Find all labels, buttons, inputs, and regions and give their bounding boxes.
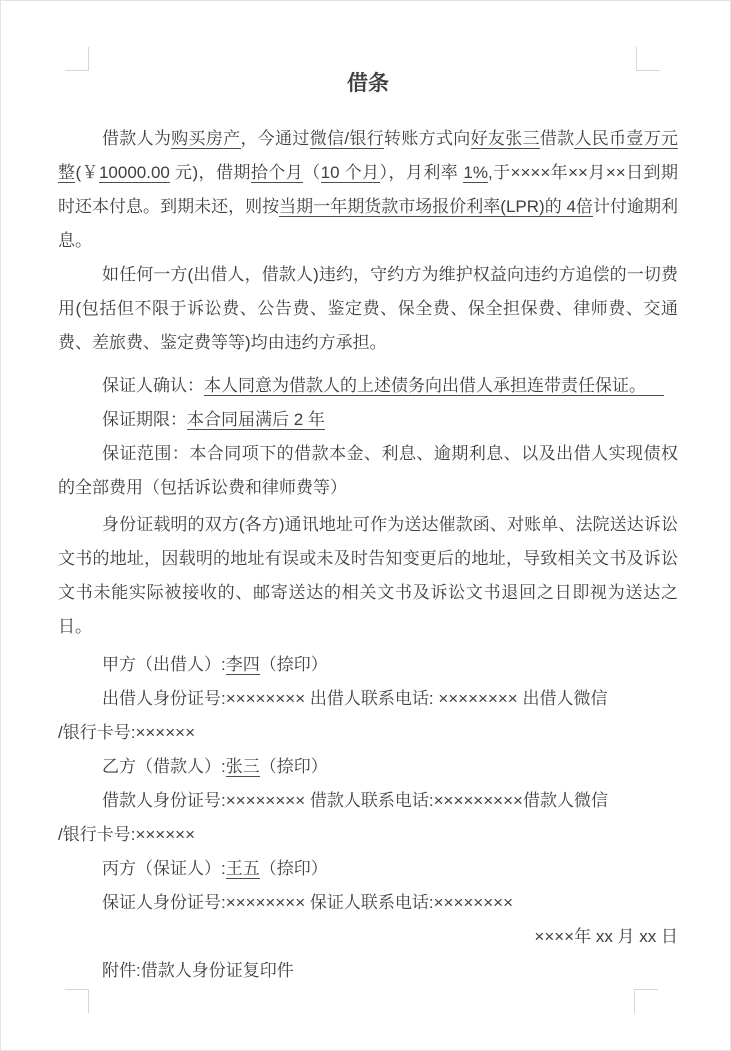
filled-blank: 李四 <box>225 655 260 674</box>
text-run: 借款 <box>539 129 575 148</box>
guarantee-period <box>58 403 678 437</box>
filled-blank: 购买房产 <box>171 129 241 148</box>
filled-blank: 1% <box>463 163 488 182</box>
text-run: 丙方（保证人）: <box>102 859 226 878</box>
borrower-contact-line <box>58 784 678 852</box>
text-run: 身份证载明的双方(各方)通讯地址可作为送达催款函、对账单、法院送达诉讼文书的地址，因载明的地址有误或未及时告知变更后的地址，导致相关文书及诉讼文书未能实际被接收的、邮寄送达的相关文书及诉讼文书退回之日即视为送达之日。 <box>58 515 678 636</box>
text-run: /银行卡号:×××××× <box>58 723 196 742</box>
text-run: 保证人身份证号:×××××××× 保证人联系电话:×××××××× <box>102 893 514 912</box>
loan-terms-paragraph <box>58 122 678 258</box>
text-run: 元)，借期 <box>169 163 251 182</box>
text-run: 乙方（借款人）: <box>102 757 226 776</box>
text-run: 保证期限： <box>102 410 187 429</box>
text-run: （捺印） <box>259 859 328 878</box>
filled-blank: 好友张三 <box>470 129 540 148</box>
text-run: 转账方式向 <box>384 129 471 148</box>
text-run: 出借人身份证号:×××××××× 出借人联系电话: ×××××××× 出借人微信 <box>102 689 608 708</box>
lender-contact-line <box>58 682 678 750</box>
filled-blank: 微信/银行 <box>309 129 385 148</box>
breach-costs-paragraph <box>58 258 678 360</box>
text-run: 保证范围：本合同项下的借款本金、利息、逾期利息、以及出借人实现债权的全部费用（包括诉讼费和律师费等） <box>58 444 678 497</box>
text-run: ,于××××年××月××日到期时还本付息。到期未还，则按 <box>58 163 678 216</box>
text-run: 附件:借款人身份证复印件 <box>102 961 294 980</box>
text-run: 计付逾期利息。 <box>58 197 679 250</box>
text-run: （ <box>303 163 321 182</box>
filled-blank: 本合同届满后 2 年 <box>187 410 325 429</box>
text-run: （捺印） <box>259 655 328 674</box>
guarantor-contact-line <box>58 886 678 920</box>
text-run: ××××年 xx 月 xx 日 <box>534 927 678 946</box>
text-run: ，今通过 <box>240 129 310 148</box>
attachment-line <box>58 954 678 988</box>
filled-blank: 10000.00 <box>98 163 170 182</box>
text-run: 如任何一方(出借人，借款人)违约，守约方为维护权益向违约方追偿的一切费用(包括但不限于诉讼费、公告费、鉴定费、保全费、保全担保费、律师费、交通费、差旅费、鉴定费等等)均由违约方承担。 <box>58 265 678 352</box>
text-run: （捺印） <box>259 757 328 776</box>
filled-blank: 当期一年期货款市场报价利率(LPR)的 4倍 <box>279 197 593 216</box>
filled-blank: 人民币壹万元整 <box>58 129 679 182</box>
text-run: ），月利率 <box>379 163 464 182</box>
filled-blank: 拾个月 <box>250 163 304 182</box>
text-run: 甲方（出借人）: <box>102 655 226 674</box>
text-run: (￥ <box>75 163 99 182</box>
guarantee-scope <box>58 437 678 505</box>
filled-blank: 10 个月 <box>320 163 380 182</box>
text-run: 借款人身份证号:×××××××× 借款人联系电话:×××××××××借款人微信 <box>102 791 608 810</box>
guarantor-signature-line <box>58 852 678 886</box>
crop-mark-bottom-right <box>634 989 658 1013</box>
text-run: 保证人确认： <box>102 376 204 395</box>
page-title: 借条 <box>347 72 389 95</box>
filled-blank: 张三 <box>225 757 260 776</box>
filled-blank: 王五 <box>225 859 260 878</box>
date-line <box>58 920 678 954</box>
text-run: 借款人为 <box>102 129 172 148</box>
guarantor-confirmation <box>58 369 678 403</box>
paragraph-list <box>58 122 678 988</box>
document-content <box>58 67 678 988</box>
borrower-signature-line <box>58 750 678 784</box>
service-address-clause <box>58 508 678 644</box>
lender-signature-line <box>58 648 678 682</box>
crop-mark-bottom-left <box>65 989 89 1013</box>
text-run: /银行卡号:×××××× <box>58 825 196 844</box>
filled-blank: 本人同意为借款人的上述债务向出借人承担连带责任保证。 <box>204 376 664 396</box>
